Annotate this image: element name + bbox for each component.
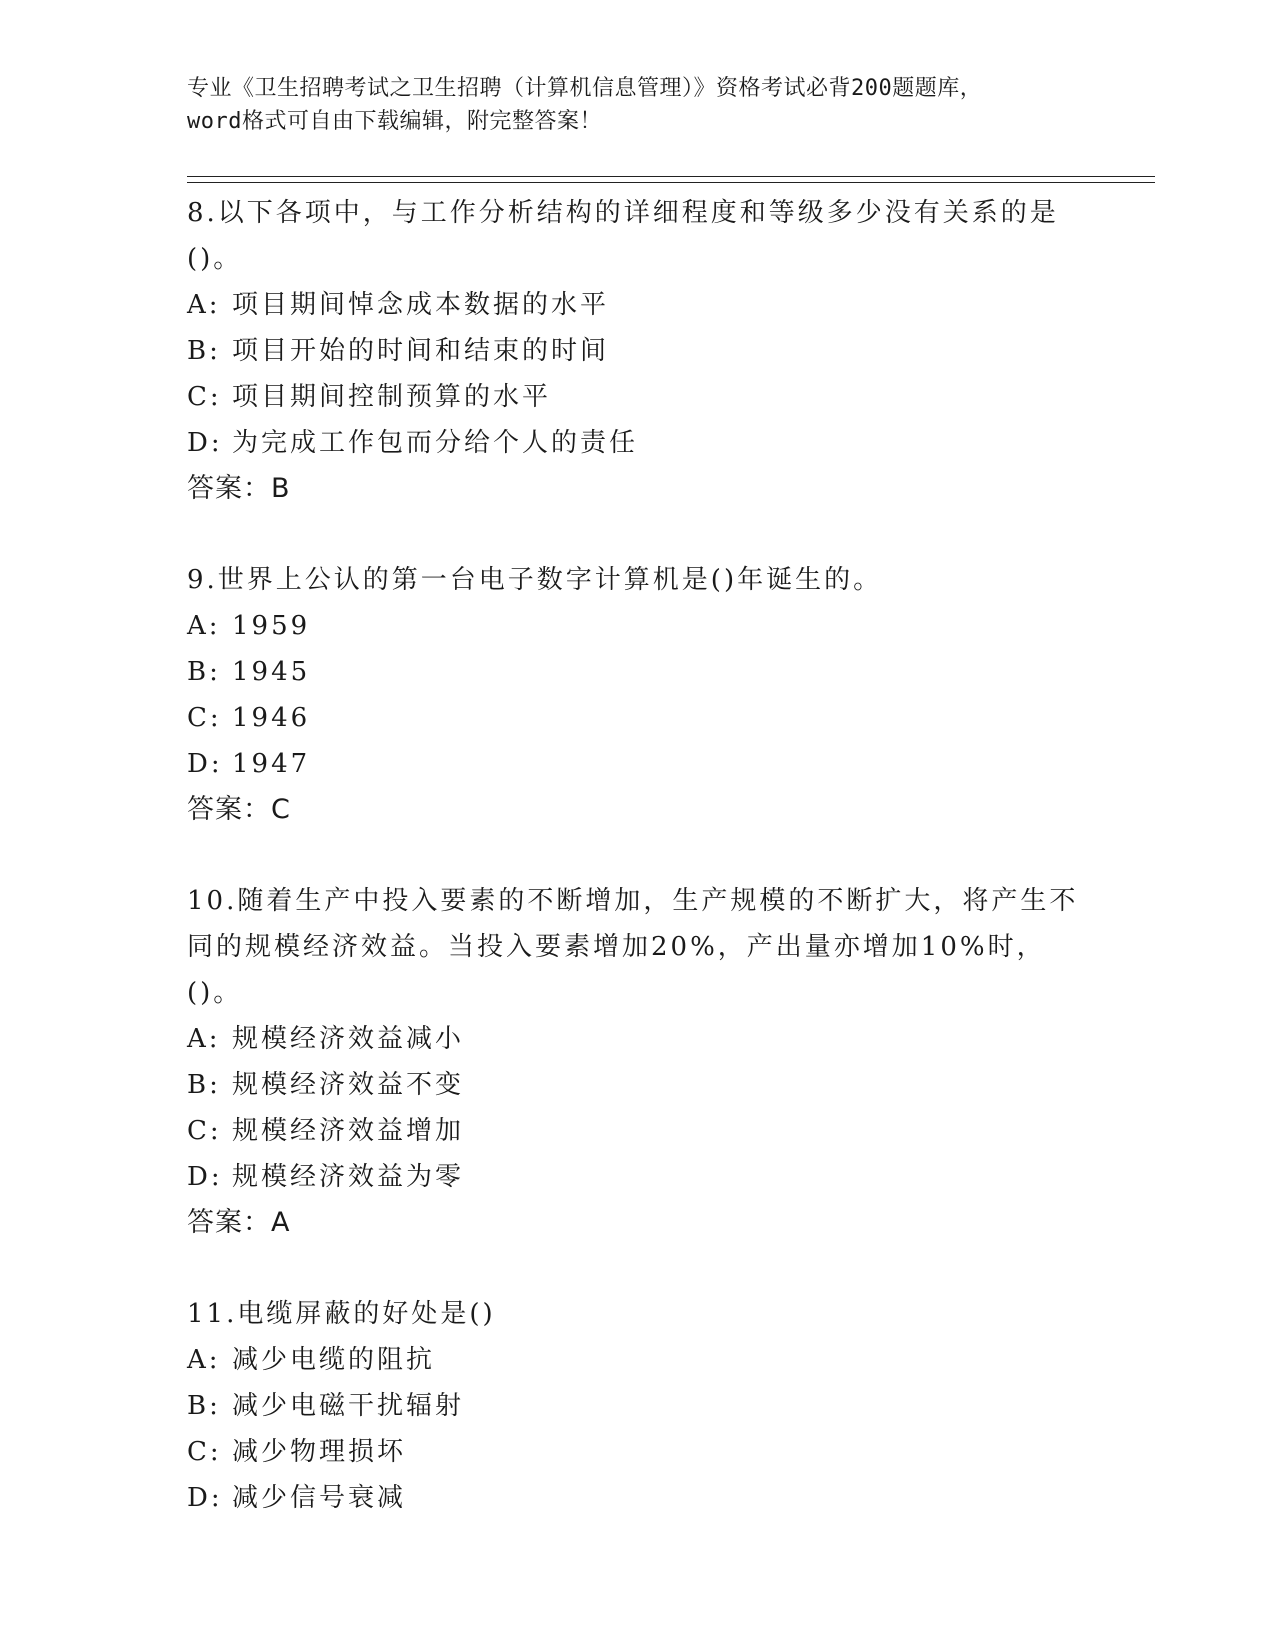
header-divider-bottom [187, 182, 1155, 183]
option-text: 减少电缆的阻抗 [232, 1345, 436, 1375]
option-b [187, 649, 1087, 695]
question-11 [187, 1291, 1087, 1521]
option-text: 1945 [232, 657, 311, 687]
option-text: 1946 [232, 703, 311, 733]
answer-line: 答案：A [187, 1207, 291, 1238]
option-letter: C: [187, 382, 222, 412]
option-text: 为完成工作包而分给个人的责任 [232, 428, 639, 458]
answer-line: 答案：C [187, 794, 291, 825]
option-d [187, 741, 1087, 787]
option-text: 减少物理损坏 [232, 1437, 407, 1467]
question-10 [187, 878, 1087, 1246]
option-letter: A: [187, 1024, 221, 1054]
question-list [187, 190, 1087, 1566]
option-text: 规模经济效益不变 [232, 1070, 465, 1100]
answer-line: 答案：B [187, 473, 291, 504]
option-d [187, 1154, 1087, 1200]
option-letter: B: [187, 336, 221, 366]
option-a [187, 1016, 1087, 1062]
header-line-2: word格式可自由下载编辑，附完整答案！ [187, 109, 602, 134]
option-letter: C: [187, 1116, 222, 1146]
option-c [187, 1429, 1087, 1475]
option-letter: D: [187, 1483, 223, 1513]
option-text: 规模经济效益减小 [232, 1024, 465, 1054]
option-c [187, 374, 1087, 420]
option-a [187, 1337, 1087, 1383]
option-b [187, 328, 1087, 374]
header-divider-top [187, 176, 1155, 177]
document-header [187, 72, 1087, 138]
option-d [187, 420, 1087, 466]
option-b [187, 1062, 1087, 1108]
option-text: 项目期间控制预算的水平 [232, 382, 552, 412]
question-9 [187, 557, 1087, 833]
option-a [187, 282, 1087, 328]
option-letter: B: [187, 1391, 221, 1421]
option-text: 减少信号衰减 [232, 1483, 407, 1513]
option-letter: A: [187, 1345, 221, 1375]
option-a [187, 603, 1087, 649]
option-letter: C: [187, 703, 222, 733]
option-text: 项目开始的时间和结束的时间 [232, 336, 610, 366]
option-letter: D: [187, 749, 223, 779]
header-line-1: 专业《卫生招聘考试之卫生招聘（计算机信息管理）》资格考试必背200题题库， [187, 76, 983, 101]
option-c [187, 695, 1087, 741]
option-b [187, 1383, 1087, 1429]
question-text: 11.电缆屏蔽的好处是() [187, 1299, 496, 1329]
option-text: 1947 [232, 749, 311, 779]
option-letter: B: [187, 657, 221, 687]
option-text: 1959 [232, 611, 311, 641]
option-letter: D: [187, 1162, 223, 1192]
question-text: 10.随着生产中投入要素的不断增加，生产规模的不断扩大，将产生不同的规模经济效益。当投入要素增加20%，产出量亦增加10%时，()。 [187, 886, 1079, 1008]
option-letter: A: [187, 290, 221, 320]
option-c [187, 1108, 1087, 1154]
option-letter: A: [187, 611, 221, 641]
option-d [187, 1475, 1087, 1521]
question-text: 8.以下各项中，与工作分析结构的详细程度和等级多少没有关系的是()。 [187, 198, 1059, 274]
option-text: 减少电磁干扰辐射 [232, 1391, 465, 1421]
option-text: 规模经济效益增加 [232, 1116, 465, 1146]
option-text: 规模经济效益为零 [232, 1162, 465, 1192]
option-text: 项目期间悼念成本数据的水平 [232, 290, 610, 320]
question-8 [187, 190, 1087, 512]
option-letter: B: [187, 1070, 221, 1100]
question-text: 9.世界上公认的第一台电子数字计算机是()年诞生的。 [187, 565, 883, 595]
option-letter: D: [187, 428, 223, 458]
option-letter: C: [187, 1437, 222, 1467]
